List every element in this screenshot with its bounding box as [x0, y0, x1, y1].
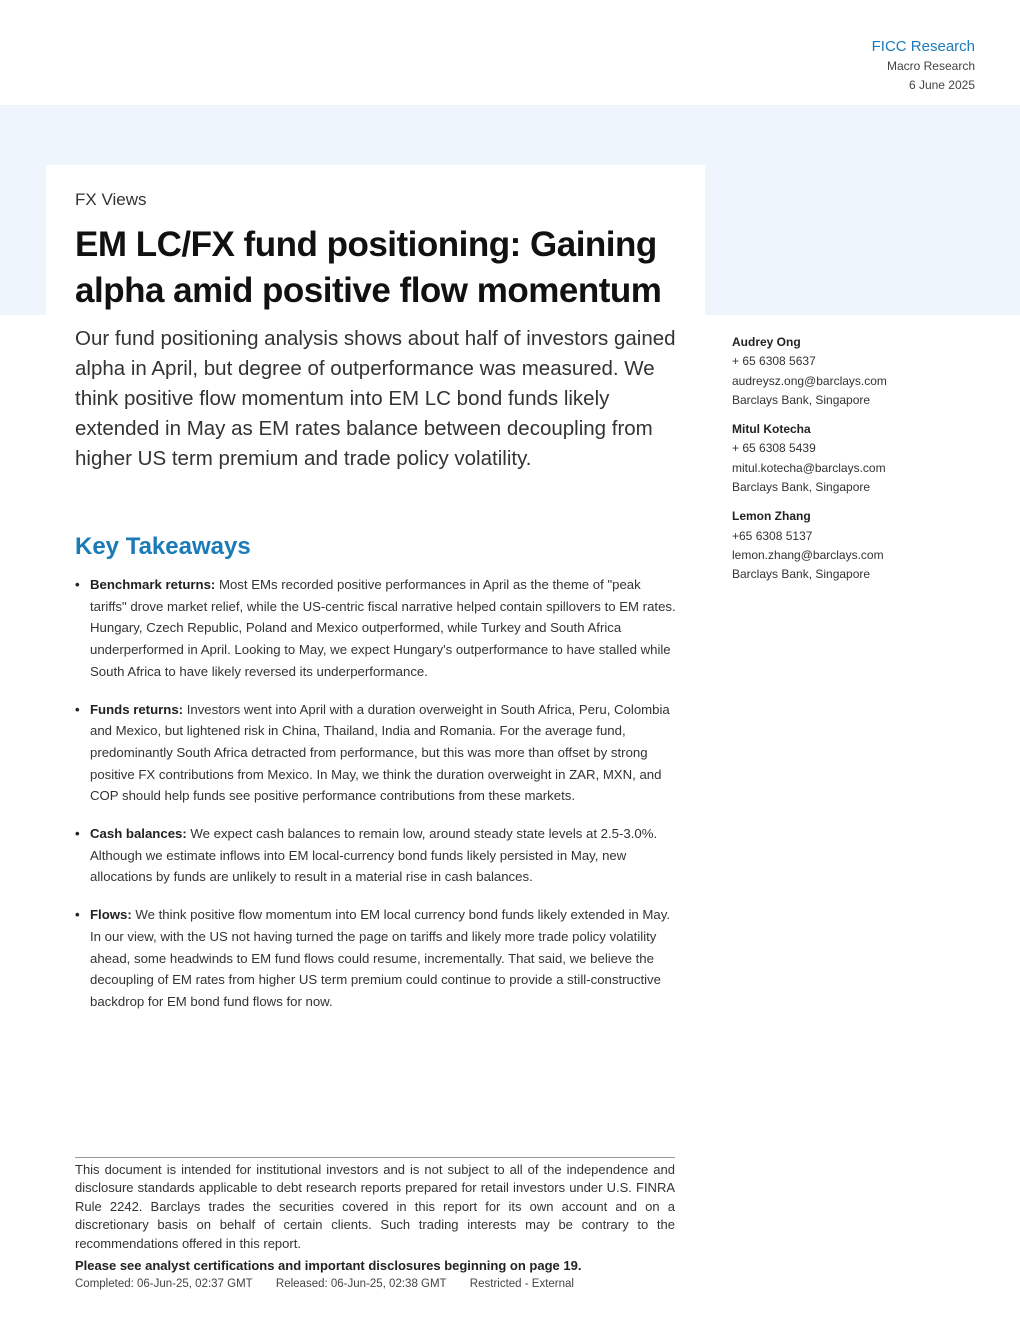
author-entity: Barclays Bank, Singapore	[732, 392, 871, 407]
bullet-icon: •	[75, 826, 80, 842]
author-email[interactable]: mitul.kotecha@barclays.com	[732, 460, 886, 475]
author-name: Mitul Kotecha	[732, 422, 811, 437]
bullet-icon: •	[75, 577, 80, 592]
division-label: Macro Research	[886, 59, 975, 73]
author-name: Lemon Zhang	[732, 509, 811, 524]
takeaway-text: We think positive flow momentum into EM local currency bond funds likely extended in May. In our view, with the US not having turned the page on tariffs and likely more trade policy volatility ahead, some headwinds to EM fund flows could resume, incrementally. That said, we believe the decoupling of EM rates from higher US term premium could continue to provide a still-constructive backdrop for EM bond fund flows for now.	[90, 907, 671, 1009]
masthead	[872, 37, 975, 95]
classification-label: Restricted - External	[469, 1278, 574, 1290]
bullet-icon: •	[75, 907, 80, 923]
author-name: Audrey Ong	[732, 335, 801, 349]
report-date: 6 June 2025	[908, 78, 975, 92]
takeaway-text: We expect cash balances to remain low, around steady state levels at 2.5-3.0%. Although we estimate inflows into EM local-currency bond funds likely persisted in May, new allocations by funds are unlikely to result in a material rise in cash balances.	[90, 826, 658, 885]
list-item	[75, 574, 677, 683]
list-item	[75, 699, 677, 808]
takeaway-text: Most EMs recorded positive performances in April as the theme of "peak tariffs" drove market relief, while the US-centric fiscal narrative helped contain spillovers to EM rates. Hungary, Czech Republic, Poland and Mexico outperformed, while Turkey and South Africa underperformed in April. Looking to May, we expect Hungary's outperformance to have stalled while South Africa to have likely reversed its underperformance.	[90, 577, 676, 679]
key-takeaways-heading: Key Takeaways	[75, 533, 251, 560]
report-summary: Our fund positioning analysis shows about half of investors gained alpha in April, but degree of outperformance was measured. We think positive flow momentum into EM LC bond funds likely extended in May as EM rates balance between decoupling from higher US term premium and trade policy volatility.	[75, 327, 676, 470]
author-phone: + 65 6308 5439	[732, 441, 816, 456]
bullet-icon: •	[75, 701, 80, 717]
key-takeaways-list	[75, 574, 677, 1013]
main-content	[75, 188, 677, 1029]
author-phone: +65 6308 5137	[732, 528, 813, 543]
brand-label: FICC Research	[871, 38, 975, 55]
disclosure-note: Please see analyst certifications and important disclosures beginning on page 19.	[75, 1258, 582, 1273]
footer-meta	[75, 1276, 675, 1292]
page-title: EM LC/FX fund positioning: Gaining alpha amid positive flow momentum	[75, 225, 662, 310]
author-phone: + 65 6308 5637	[732, 354, 816, 369]
author-block	[732, 333, 972, 410]
author-list	[732, 333, 972, 595]
author-block	[732, 420, 972, 497]
list-item	[75, 823, 677, 888]
takeaway-lead: Flows:	[90, 907, 132, 923]
list-item	[75, 904, 677, 1013]
series-label: FX Views	[75, 190, 147, 209]
author-entity: Barclays Bank, Singapore	[732, 480, 871, 495]
author-block	[732, 507, 972, 584]
author-email[interactable]: audreysz.ong@barclays.com	[732, 373, 887, 388]
author-entity: Barclays Bank, Singapore	[732, 567, 871, 582]
takeaway-lead: Cash balances:	[90, 826, 187, 842]
takeaway-text: Investors went into April with a duration overweight in South Africa, Peru, Colombia and Mexico, but lightened risk in China, Thailand, India and Romania. For the average fund, predominantly South Africa detracted from performance, but this was more than offset by strong positive FX contributions from Mexico. In May, we think the duration overweight in ZAR, MXN, and COP should help funds see positive performance contributions from these markets.	[90, 701, 670, 804]
disclaimer: This document is intended for institutional investors and is not subject to all of the independence and disclosure standards applicable to debt research reports prepared for retail investors under U.S. FINRA Rule 2242. Barclays trades the securities covered in this report for its own account and on a discretionary basis on behalf of certain clients. Such trading interests may be contrary to the recommendations offered in this report.	[75, 1157, 675, 1253]
released-timestamp: Released: 06-Jun-25, 02:38 GMT	[275, 1278, 447, 1290]
takeaway-lead: Funds returns:	[90, 701, 184, 717]
completed-timestamp: Completed: 06-Jun-25, 02:37 GMT	[75, 1278, 253, 1290]
author-email[interactable]: lemon.zhang@barclays.com	[732, 547, 884, 562]
takeaway-lead: Benchmark returns:	[90, 577, 216, 592]
